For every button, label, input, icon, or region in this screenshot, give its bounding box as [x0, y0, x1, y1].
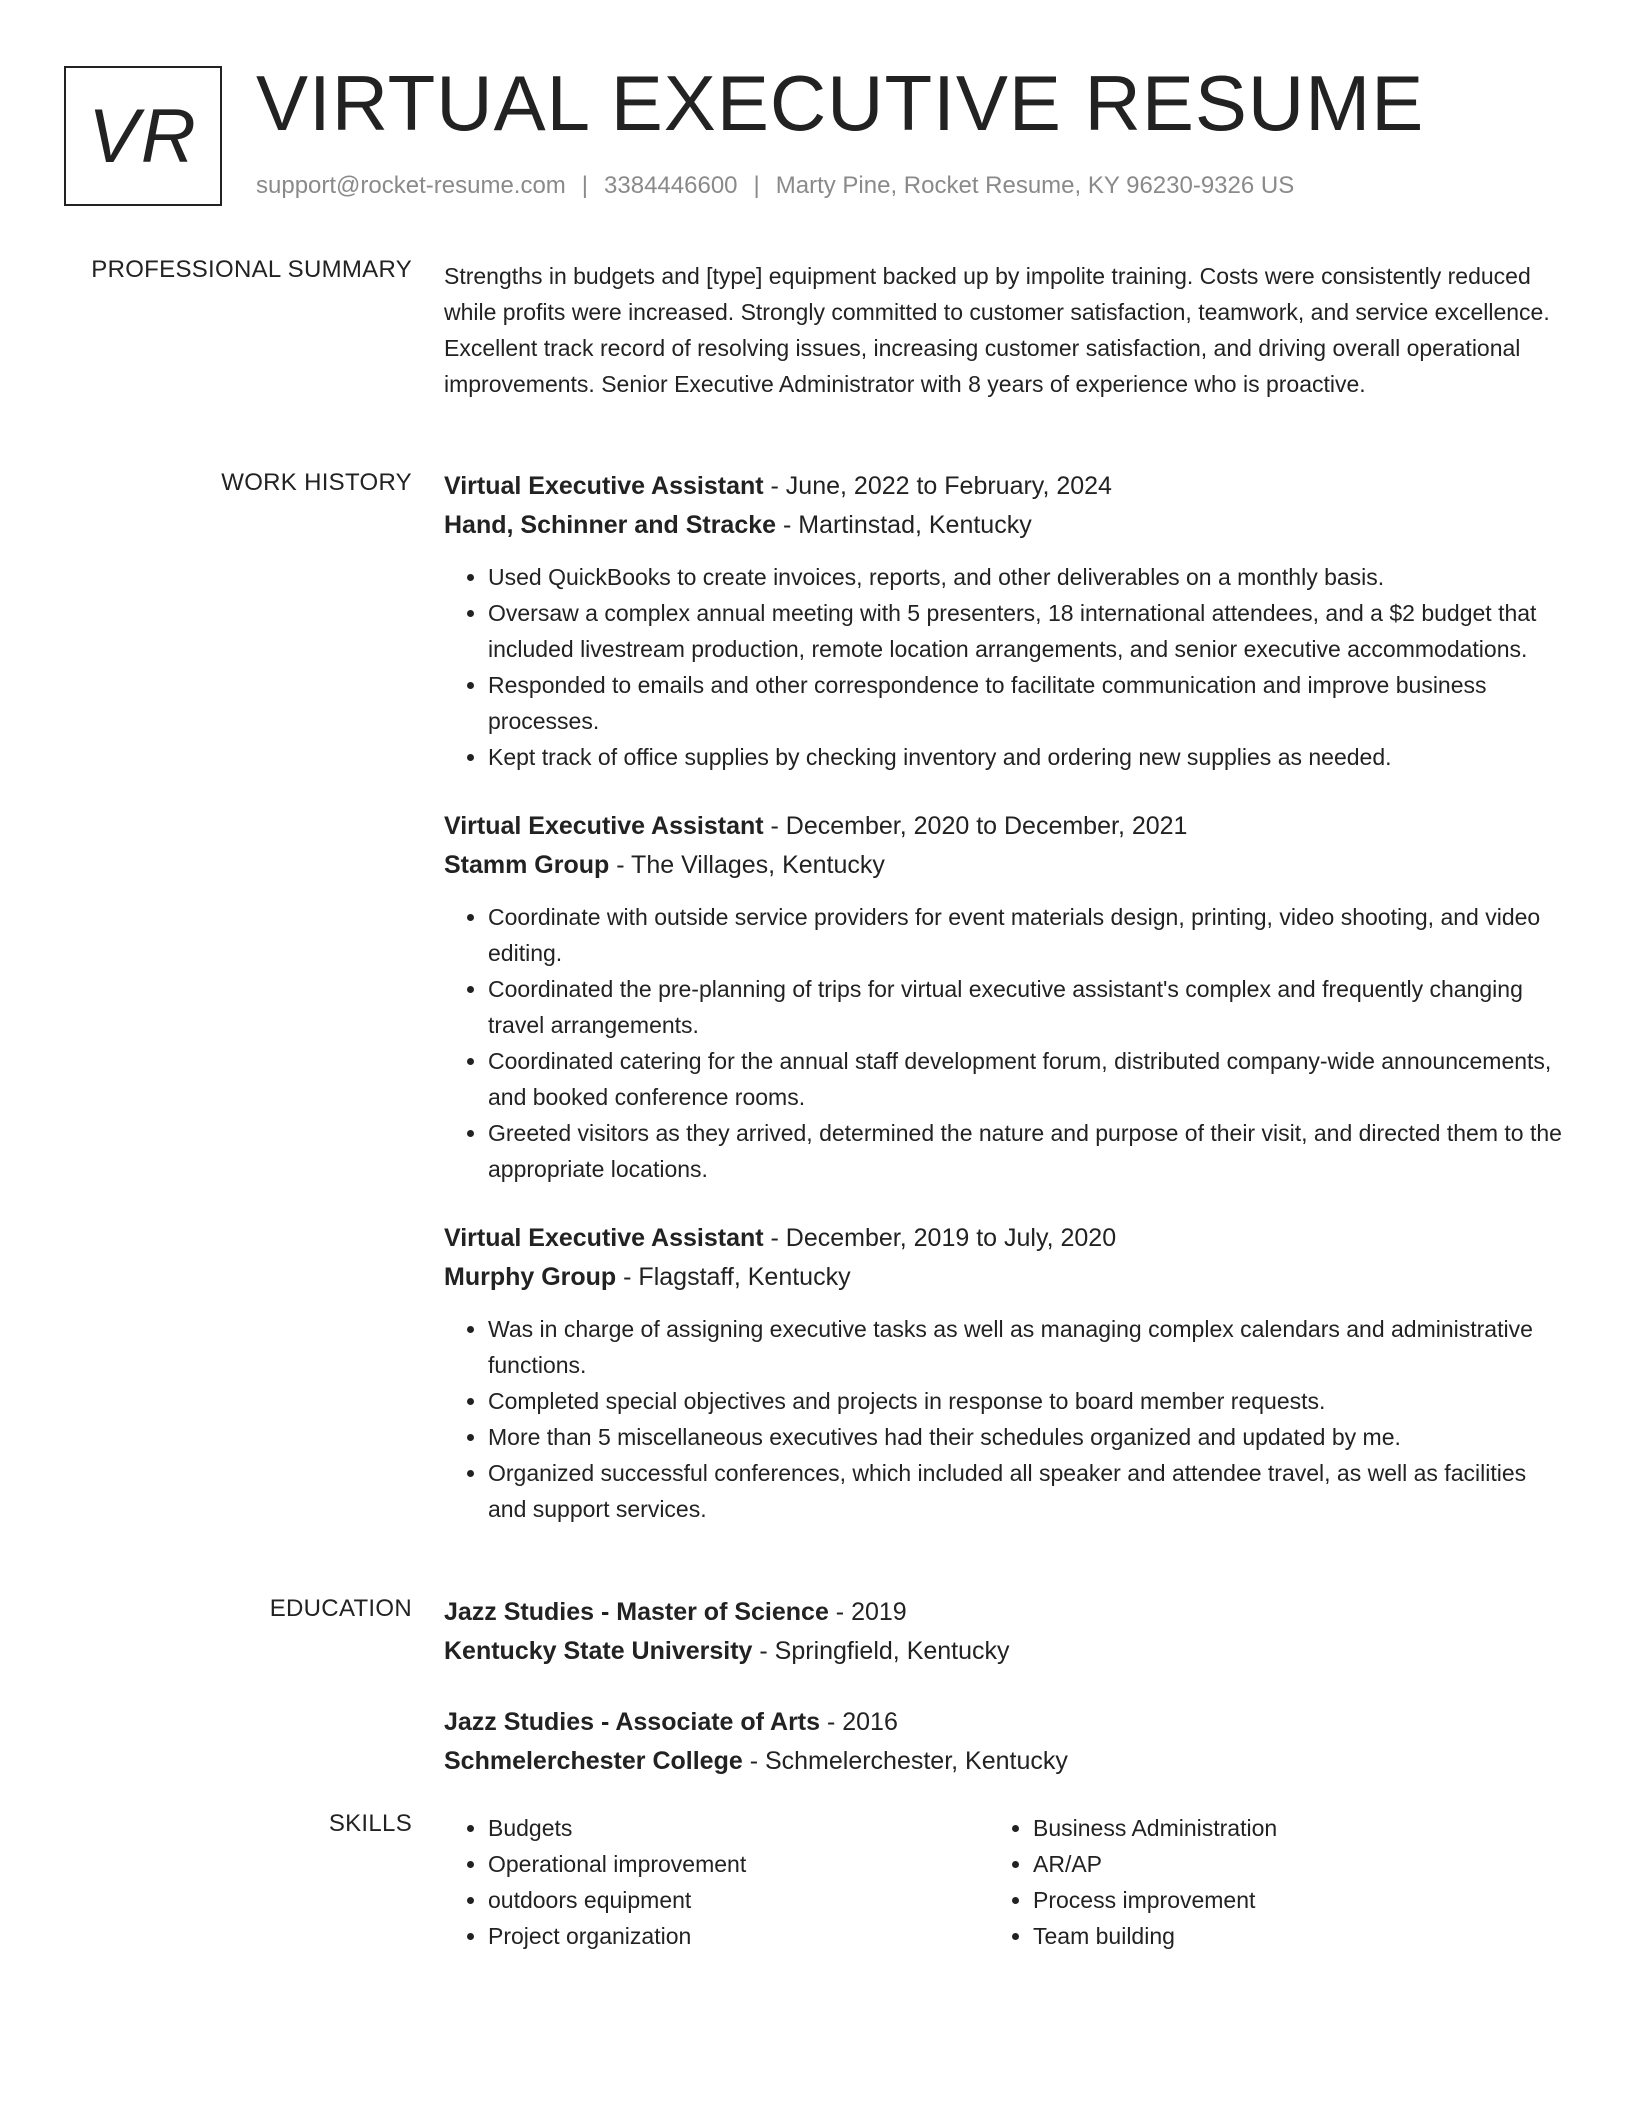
section-title-education: EDUCATION	[269, 1595, 412, 1622]
job-bullets	[444, 899, 1568, 1187]
contact-address: Marty Pine, Rocket Resume, KY 96230-9326 US	[775, 172, 1295, 199]
skill-item: • Team building	[1033, 1918, 1534, 1954]
summary-text: Strengths in budgets and [type] equipment backed up by impolite training. Costs were consistently reduced while profits were increased. Strongly committed to customer satisfaction, teamwork, and service excellence. Excellent track record of resolving issues, increasing customer satisfaction, and driving overall operational improvements. Senior Executive Administrator with 8 years of experience who is proactive.	[444, 263, 1550, 397]
job-bullet: • Oversaw a complex annual meeting with 5 presenters, 18 international attendees, and a $2 budget that included livestream production, remote location arrangements, and senior executive accommodations.	[488, 595, 1568, 667]
job-company-line	[444, 506, 1568, 545]
job-bullets	[444, 1311, 1568, 1527]
job-company: Stamm Group	[444, 851, 610, 879]
education-school-line	[444, 1742, 1568, 1781]
skill-item: • Business Administration	[1033, 1810, 1534, 1846]
job-company-line	[444, 846, 1568, 885]
job-bullet: • Coordinated the pre-planning of trips for virtual executive assistant's complex and frequently changing travel arrangements.	[488, 971, 1568, 1043]
contact-line	[256, 172, 1294, 200]
education-degree: Jazz Studies - Associate of Arts	[444, 1708, 821, 1736]
education-entry	[444, 1593, 1568, 1671]
job-company: Hand, Schinner and Stracke	[444, 511, 777, 539]
job-bullet: • Organized successful conferences, which included all speaker and attendee travel, as well as facilities and support services.	[488, 1455, 1568, 1527]
section-title-work-history: WORK HISTORY	[221, 469, 412, 496]
skills-columns	[444, 1810, 1568, 1954]
job-bullet: • Responded to emails and other correspondence to facilitate communication and improve business processes.	[488, 667, 1568, 739]
section-title-summary: PROFESSIONAL SUMMARY	[91, 256, 412, 283]
contact-separator: |	[753, 172, 760, 199]
skill-item: • outdoors equipment	[488, 1882, 989, 1918]
skill-item: • Project organization	[488, 1918, 989, 1954]
education-degree: Jazz Studies - Master of Science	[444, 1598, 829, 1626]
education-entry	[444, 1703, 1568, 1781]
job-bullet: • Greeted visitors as they arrived, determined the nature and purpose of their visit, and directed them to the appropriate locations.	[488, 1115, 1568, 1187]
job-dates: - June, 2022 to February, 2024	[763, 472, 1112, 500]
summary-body	[444, 258, 1568, 402]
job-entry	[444, 467, 1568, 775]
job-bullet: • Completed special objectives and projects in response to board member requests.	[488, 1383, 1568, 1419]
skills-list-right	[989, 1810, 1534, 1954]
section-title-skills: SKILLS	[328, 1810, 412, 1837]
job-title-line	[444, 807, 1568, 846]
education-location: - Springfield, Kentucky	[752, 1637, 1010, 1665]
job-bullet: • Was in charge of assigning executive tasks as well as managing complex calendars and administrative functions.	[488, 1311, 1568, 1383]
job-role: Virtual Executive Assistant	[444, 472, 764, 500]
monogram-logo: VR	[64, 66, 222, 206]
skill-item: • Process improvement	[1033, 1882, 1534, 1918]
education-school-line	[444, 1632, 1568, 1671]
education-location: - Schmelerchester, Kentucky	[742, 1747, 1068, 1775]
job-bullets	[444, 559, 1568, 775]
job-entry	[444, 1219, 1568, 1527]
education-school: Kentucky State University	[444, 1637, 753, 1665]
contact-separator: |	[581, 172, 589, 199]
education-year: - 2019	[828, 1598, 907, 1626]
job-bullet: • Kept track of office supplies by checking inventory and ordering new supplies as needed.	[488, 739, 1568, 775]
job-title-line	[444, 467, 1568, 506]
work-history-body	[444, 467, 1568, 1559]
education-degree-line	[444, 1593, 1568, 1632]
resume-title: VIRTUAL EXECUTIVE RESUME	[256, 59, 1425, 147]
contact-phone: 3384446600	[604, 172, 738, 199]
skills-list-left	[444, 1810, 989, 1954]
job-location: - Martinstad, Kentucky	[776, 511, 1032, 539]
education-school: Schmelerchester College	[444, 1747, 743, 1775]
skills-body	[444, 1810, 1568, 1954]
job-location: - The Villages, Kentucky	[609, 851, 885, 879]
job-company-line	[444, 1258, 1568, 1297]
job-role: Virtual Executive Assistant	[444, 1224, 764, 1252]
education-degree-line	[444, 1703, 1568, 1742]
job-title-line	[444, 1219, 1568, 1258]
education-year: - 2016	[820, 1708, 898, 1736]
skill-item: • Budgets	[488, 1810, 989, 1846]
job-location: - Flagstaff, Kentucky	[616, 1263, 851, 1291]
job-bullet: • Coordinated catering for the annual staff development forum, distributed company-wide announcements, and booked conference rooms.	[488, 1043, 1568, 1115]
job-dates: - December, 2019 to July, 2020	[763, 1224, 1117, 1252]
job-dates: - December, 2020 to December, 2021	[763, 812, 1188, 840]
skill-item: • Operational improvement	[488, 1846, 989, 1882]
job-entry	[444, 807, 1568, 1187]
skill-item: • AR/AP	[1033, 1846, 1534, 1882]
job-bullet: • Used QuickBooks to create invoices, reports, and other deliverables on a monthly basis.	[488, 559, 1568, 595]
education-body	[444, 1593, 1568, 1813]
job-company: Murphy Group	[444, 1263, 617, 1291]
job-bullet: • Coordinate with outside service providers for event materials design, printing, video shooting, and video editing.	[488, 899, 1568, 971]
job-role: Virtual Executive Assistant	[444, 812, 764, 840]
contact-email: support@rocket-resume.com	[256, 172, 566, 199]
job-bullet: • More than 5 miscellaneous executives had their schedules organized and updated by me.	[488, 1419, 1568, 1455]
